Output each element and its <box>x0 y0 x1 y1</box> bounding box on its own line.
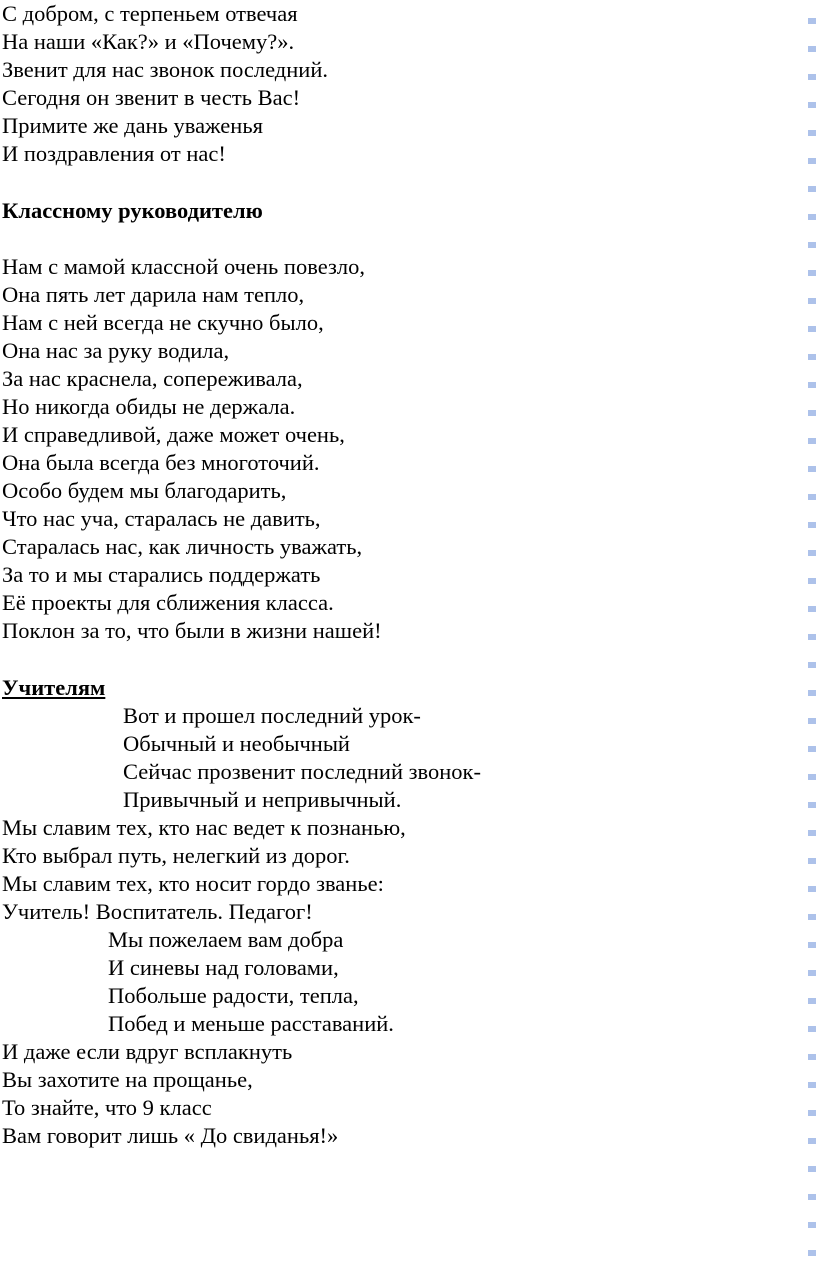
poem-line: Звенит для нас звонок последний. <box>2 57 328 82</box>
poem-line: На наши «Как?» и «Почему?». <box>2 29 295 54</box>
poem-line: Она была всегда без многоточий. <box>2 450 320 475</box>
section-heading-class-teacher: Классному руководителю <box>2 198 263 223</box>
poem-line: То знайте, что 9 класс <box>2 1095 212 1120</box>
poem-line: Старалась нас, как личность уважать, <box>2 534 363 559</box>
poem-line: Она пять лет дарила нам тепло, <box>2 282 305 307</box>
poem-line-indented: Сейчас прозвенит последний звонок- <box>123 759 481 784</box>
page-edge-artifact <box>808 0 816 1266</box>
poem-line: Мы славим тех, кто нас ведет к познанью, <box>2 815 406 840</box>
poem-line-indented: Вот и прошел последний урок- <box>123 703 421 728</box>
poem-line: Что нас уча, старалась не давить, <box>2 506 321 531</box>
poem-line: И поздравления от нас! <box>2 141 226 166</box>
poem-line: За то и мы старались поддержать <box>2 562 321 587</box>
poem-line: За нас краснела, сопереживала, <box>2 366 303 391</box>
poem-line: Она нас за руку водила, <box>2 338 230 363</box>
poem-line: Нам с ней всегда не скучно было, <box>2 310 324 335</box>
poem-line: Примите же дань уваженья <box>2 113 263 138</box>
poem-line: Поклон за то, что были в жизни нашей! <box>2 618 382 643</box>
poem-line-indented: И синевы над головами, <box>108 955 339 980</box>
poem-line: Кто выбрал путь, нелегкий из дорог. <box>2 843 350 868</box>
poem-line: Вы захотите на прощанье, <box>2 1067 253 1092</box>
poem-line: Нам с мамой классной очень повезло, <box>2 254 365 279</box>
poem-line-indented: Мы пожелаем вам добра <box>108 927 344 952</box>
poem-line: Мы славим тех, кто носит гордо званье: <box>2 871 384 896</box>
poem-line: И справедливой, даже может очень, <box>2 422 345 447</box>
poem-line: Вам говорит лишь « До свиданья!» <box>2 1123 339 1148</box>
poem-line-indented: Побед и меньше расставаний. <box>108 1011 394 1036</box>
poem-line: Её проекты для сближения класса. <box>2 590 334 615</box>
section-heading-teachers: Учителям <box>2 675 106 700</box>
poem-line: Но никогда обиды не держала. <box>2 394 296 419</box>
poem-line-indented: Обычный и необычный <box>123 731 350 756</box>
poem-line: Сегодня он звенит в честь Вас! <box>2 85 301 110</box>
poem-line-indented: Привычный и непривычный. <box>123 787 402 812</box>
poem-line-indented: Побольше радости, тепла, <box>108 983 359 1008</box>
poem-line: Учитель! Воспитатель. Педагог! <box>2 899 313 924</box>
poem-line: С добром, с терпеньем отвечая <box>2 1 298 26</box>
poem-line: Особо будем мы благодарить, <box>2 478 287 503</box>
poem-line: И даже если вдруг всплакнуть <box>2 1039 293 1064</box>
